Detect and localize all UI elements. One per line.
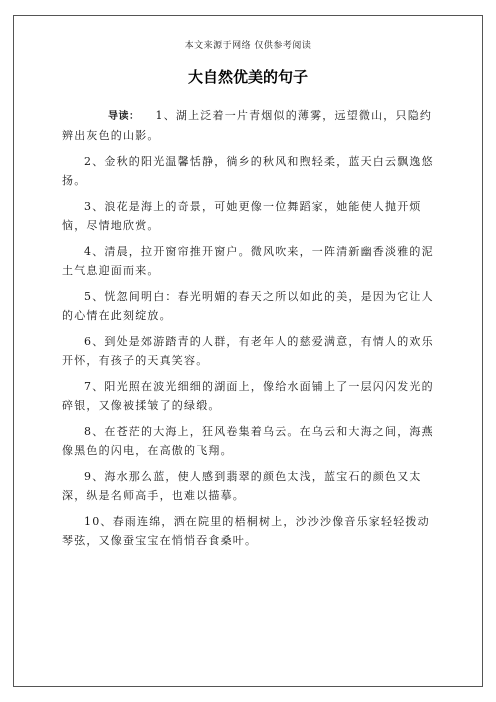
page-title: 大自然优美的句子 — [187, 68, 308, 86]
intro-label: 导读： — [108, 111, 140, 122]
paragraph-1 — [62, 106, 436, 145]
paragraph-6: 6、到处是郊游踏青的人群，有老年人的慈爱满意，有情人的欢乐开怀，有孩子的天真笑容。 — [62, 335, 434, 367]
paragraph-4: 4、清晨，拉开窗帘推开窗户。微风吹来，一阵清新幽香淡雅的泥土气息迎面而来。 — [62, 245, 434, 277]
paragraph-9: 9、海水那么蓝，使人感到翡翠的颜色太浅，蓝宝石的颜色又太深，纵是名师高手，也难以描摹。 — [62, 470, 422, 502]
paragraph-2: 2、金秋的阳光温馨恬静，徜乡的秋风和煦轻柔，蓝天白云飘逸悠扬。 — [62, 155, 434, 187]
paragraph-8: 8、在苍茫的大海上，狂风卷集着乌云。在乌云和大海之间，海燕像黑色的闪电，在高傲的飞翔。 — [62, 425, 434, 457]
paragraph-3: 3、浪花是海上的奇景，可她更像一位舞蹈家，她能使人抛开烦恼，尽情地欣赏。 — [62, 200, 422, 232]
paragraph-text: 1、湖上泛着一片青烟似的薄雾，远望微山，只隐约辨出灰色的山影。 — [62, 109, 433, 142]
source-note: 本文来源于网络 仅供参考阅读 — [184, 41, 312, 51]
article-body — [62, 106, 436, 557]
paragraph-5: 5、恍忽间明白：春光明媚的春天之所以如此的美，是因为它让人的心情在此刻绽放。 — [62, 290, 434, 322]
paragraph-10: 10、春雨连绵，洒在院里的梧桐树上，沙沙沙像音乐家轻轻拨动琴弦，又像蚕宝宝在悄悄吞食桑叶。 — [62, 515, 430, 547]
paragraph-7: 7、阳光照在波光细细的湖面上，像给水面铺上了一层闪闪发光的碎银，又像被揉皱了的绿缎。 — [62, 380, 434, 412]
